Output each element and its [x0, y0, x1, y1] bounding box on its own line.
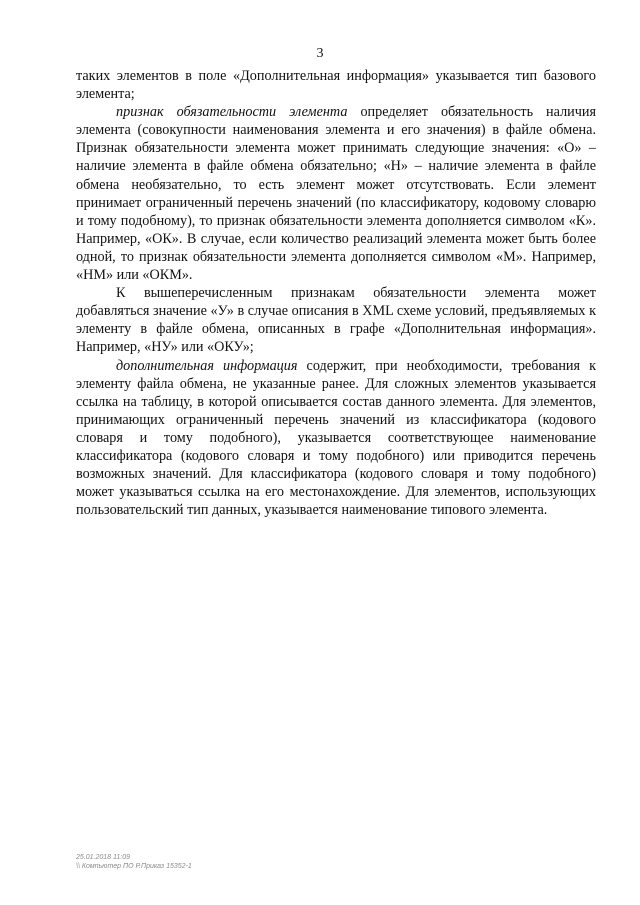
paragraph-base-element-type — [76, 67, 596, 103]
paragraph-text: определяет обязательность наличия элемента (совокупности наименования элемента и его значения) в файле обмена. Признак обязательности элемента может принимать следующие значения: «О» – наличие элемента в файле обмена обязательно; «Н» – наличие элемента в файле обмена необязательно, то есть элемент может отсутствовать. Если элемент принимает ограниченный перечень значений (по классификатору, кодовому словарю и тому подобному), то признак обязательности элемента дополняется символом «К». Например, «ОК». В случае, если количество реализаций элемента может быть более одной, то признак обязательности элемента дополняется символом «М». Например, «НМ» или «ОКМ». — [76, 104, 596, 284]
paragraph-mandatory-flag — [76, 103, 596, 284]
paragraph-condition-flag — [76, 284, 596, 356]
footer-timestamp: 25.01.2018 11:09 — [76, 854, 130, 861]
document-body — [76, 67, 596, 519]
footer-path: \\ Компьютер ПО Р.Приказ 15352-1 — [76, 863, 192, 870]
document-footer-stamp — [76, 853, 192, 871]
paragraph-text: К вышеперечисленным признакам обязательности элемента может добавляться значение «У» в случае описания в XML схеме условий, предъявляемых к элементу в файле обмена, описанных в графе «Дополнительная информация». Например, «НУ» или «ОКУ»; — [76, 285, 596, 356]
paragraph-additional-info — [76, 357, 596, 520]
term-mandatory-flag: признак обязательности элемента — [116, 104, 348, 121]
term-additional-info: дополнительная информация — [116, 357, 298, 374]
page-number: 3 — [316, 46, 324, 61]
paragraph-text: содержит, при необходимости, требования к элементу файла обмена, не указанные ранее. Для сложных элементов указывается ссылка на таблицу, в которой описывается состав данного элемента. Для элементов, принимающих ограниченный перечень значений из классификатора (кодового словаря и тому подобного), указывается соответствующее наименование классификатора (кодового словаря и тому подобного) или приводится перечень возможных значений. Для классификатора (кодового словаря и тому подобного) может указываться ссылка на его местонахождение. Для элементов, использующих пользовательский тип данных, указывается наименование типового элемента. — [76, 357, 596, 519]
paragraph-text: таких элементов в поле «Дополнительная информация» указывается тип базового элемента; — [76, 68, 596, 103]
